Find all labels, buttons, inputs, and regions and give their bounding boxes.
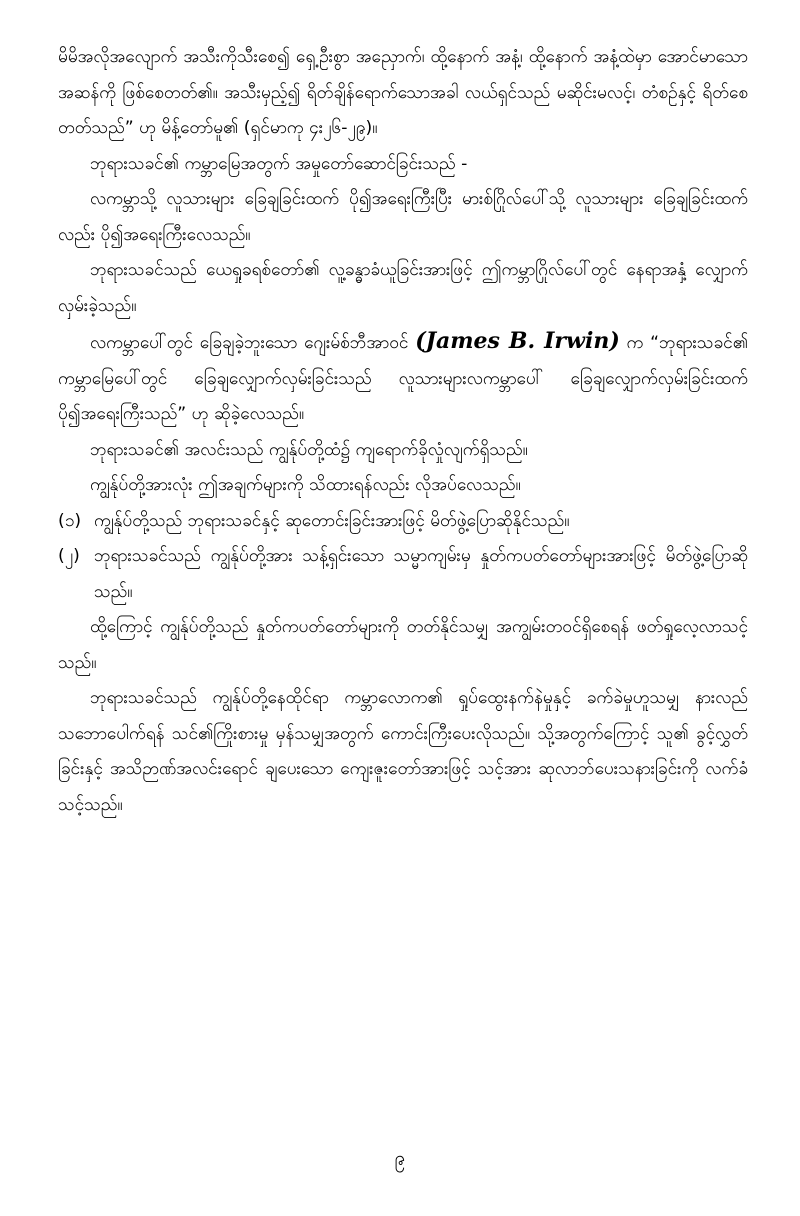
list-item bbox=[58, 504, 748, 540]
list-item-label: (၁) bbox=[58, 510, 82, 531]
paragraph-1: မိမိအလိုအလျောက် အသီးကိုသီးစေ၍ ရှေ့ဦးစွာ အညှောက်၊ ထို့နောက် အနံ့၊ ထို့နောက် အနံ့ထဲမှာ အောင်မာသောအဆန်ကို ဖြစ်စေတတ်၏။ အသီးမှည့်၍ ရိတ်ချိန်ရောက်သောအခါ လယ်ရှင်သည် မဆိုင်းမလင့်၊ တံစဉ်နှင့် ရိတ်စေတတ်သည်” ဟု မိန့်တော်မူ၏ (ရှင်မာကု ၄း၂၆-၂၉)။ bbox=[58, 47, 748, 138]
paragraph-2: ဘုရားသခင်၏ ကမ္ဘာမြေအတွက် အမှုတော်ဆောင်ခြင်းသည် - bbox=[90, 153, 468, 174]
irwin-latin-name: (James B. Irwin) bbox=[415, 328, 620, 354]
paragraph-3: လကမ္ဘာသို့ လူသားများ ခြေချခြင်းထက် ပို၍အရေးကြီးပြီး မားစ်ဂြိုလ်ပေါ်သို့ လူသားများ ခြေချခြင်းထက်လည်း ပို၍အရေးကြီးလေသည်။ bbox=[58, 189, 748, 245]
list-item-text: ဘုရားသခင်သည် ကျွန်ုပ်တို့အား သန့်ရှင်းသော သမ္မာကျမ်းမှ နှုတ်ကပတ်တော်များအားဖြင့် မိတ်ဖွဲ့ပြောဆိုသည်။ bbox=[94, 546, 748, 602]
paragraph-irwin-quote bbox=[58, 324, 748, 433]
page-body bbox=[58, 40, 748, 823]
paragraph-4: ဘုရားသခင်သည် ယေရှုခရစ်တော်၏ လူ့ခန္ဓာခံယူခြင်းအားဖြင့် ဤကမ္ဘာဂြိုလ်ပေါ်တွင် နေရာအနှံ့ လျှောက်လှမ်းခဲ့သည်။ bbox=[58, 260, 748, 316]
paragraph-6: ကျွန်ုပ်တို့အားလုံး ဤအချက်များကို သိထားရန်လည်း လိုအပ်လေသည်။ bbox=[90, 475, 521, 495]
page-number: ၉ bbox=[394, 1147, 406, 1169]
irwin-quote-before: လကမ္ဘာပေါ်တွင် ခြေချခဲ့ဘူးသော ဂျေးမ်စ်ဘီအာဝင် bbox=[90, 333, 416, 353]
paragraph-8: ဘုရားသခင်သည် ကျွန်ုပ်တို့နေထိုင်ရာ ကမ္ဘာလောက၏ ရှုပ်ထွေးနက်နဲမှုနှင့် ခက်ခဲမှုဟူသမျှ နားလည်သဘောပေါက်ရန် သင်၏ကြိုးစားမှု မှန်သမျှအတွက် ကောင်းကြီးပေးလိုသည်။ သို့အတွက်ကြောင့် သူ၏ ခွင့်လွှတ်ခြင်းနှင့် အသိဉာဏ်အလင်းရောင် ချပေးသော ကျေးဇူးတော်အားဖြင့် သင့်အား ဆုလာဘ်ပေးသနားခြင်းကို လက်ခံသင့်သည်။ bbox=[58, 688, 748, 815]
irwin-quote-after: က “ဘုရားသခင်၏ ကမ္ဘာမြေပေါ်တွင် ခြေချလျှောက်လှမ်းခြင်းသည် လူသားများလကမ္ဘာပေါ် ခြေချလျှောက်လှမ်းခြင်းထက် ပို၍အရေးကြီးသည်” ဟု ဆိုခဲ့လေသည်။ bbox=[58, 333, 749, 424]
list-item-label: (၂) bbox=[58, 546, 80, 566]
paragraph-5: ဘုရားသခင်၏ အလင်းသည် ကျွန်ုပ်တို့ထံ၌ ကျရောက်ခိုလှုံလျက်ရှိသည်။ bbox=[90, 439, 528, 460]
list-item-text: ကျွန်ုပ်တို့သည် ဘုရားသခင်နှင့် ဆုတောင်းခြင်းအားဖြင့် မိတ်ဖွဲ့ပြောဆိုနိုင်သည်။ bbox=[94, 510, 570, 531]
paragraph-7: ထို့ကြောင့် ကျွန်ုပ်တို့သည် နှုတ်ကပတ်တော်များကို တတ်နိုင်သမျှ အကျွမ်းတဝင်ရှိစေရန် ဖတ်ရှုလေ့လာသင့်သည်။ bbox=[58, 617, 748, 673]
list-item bbox=[58, 539, 748, 610]
